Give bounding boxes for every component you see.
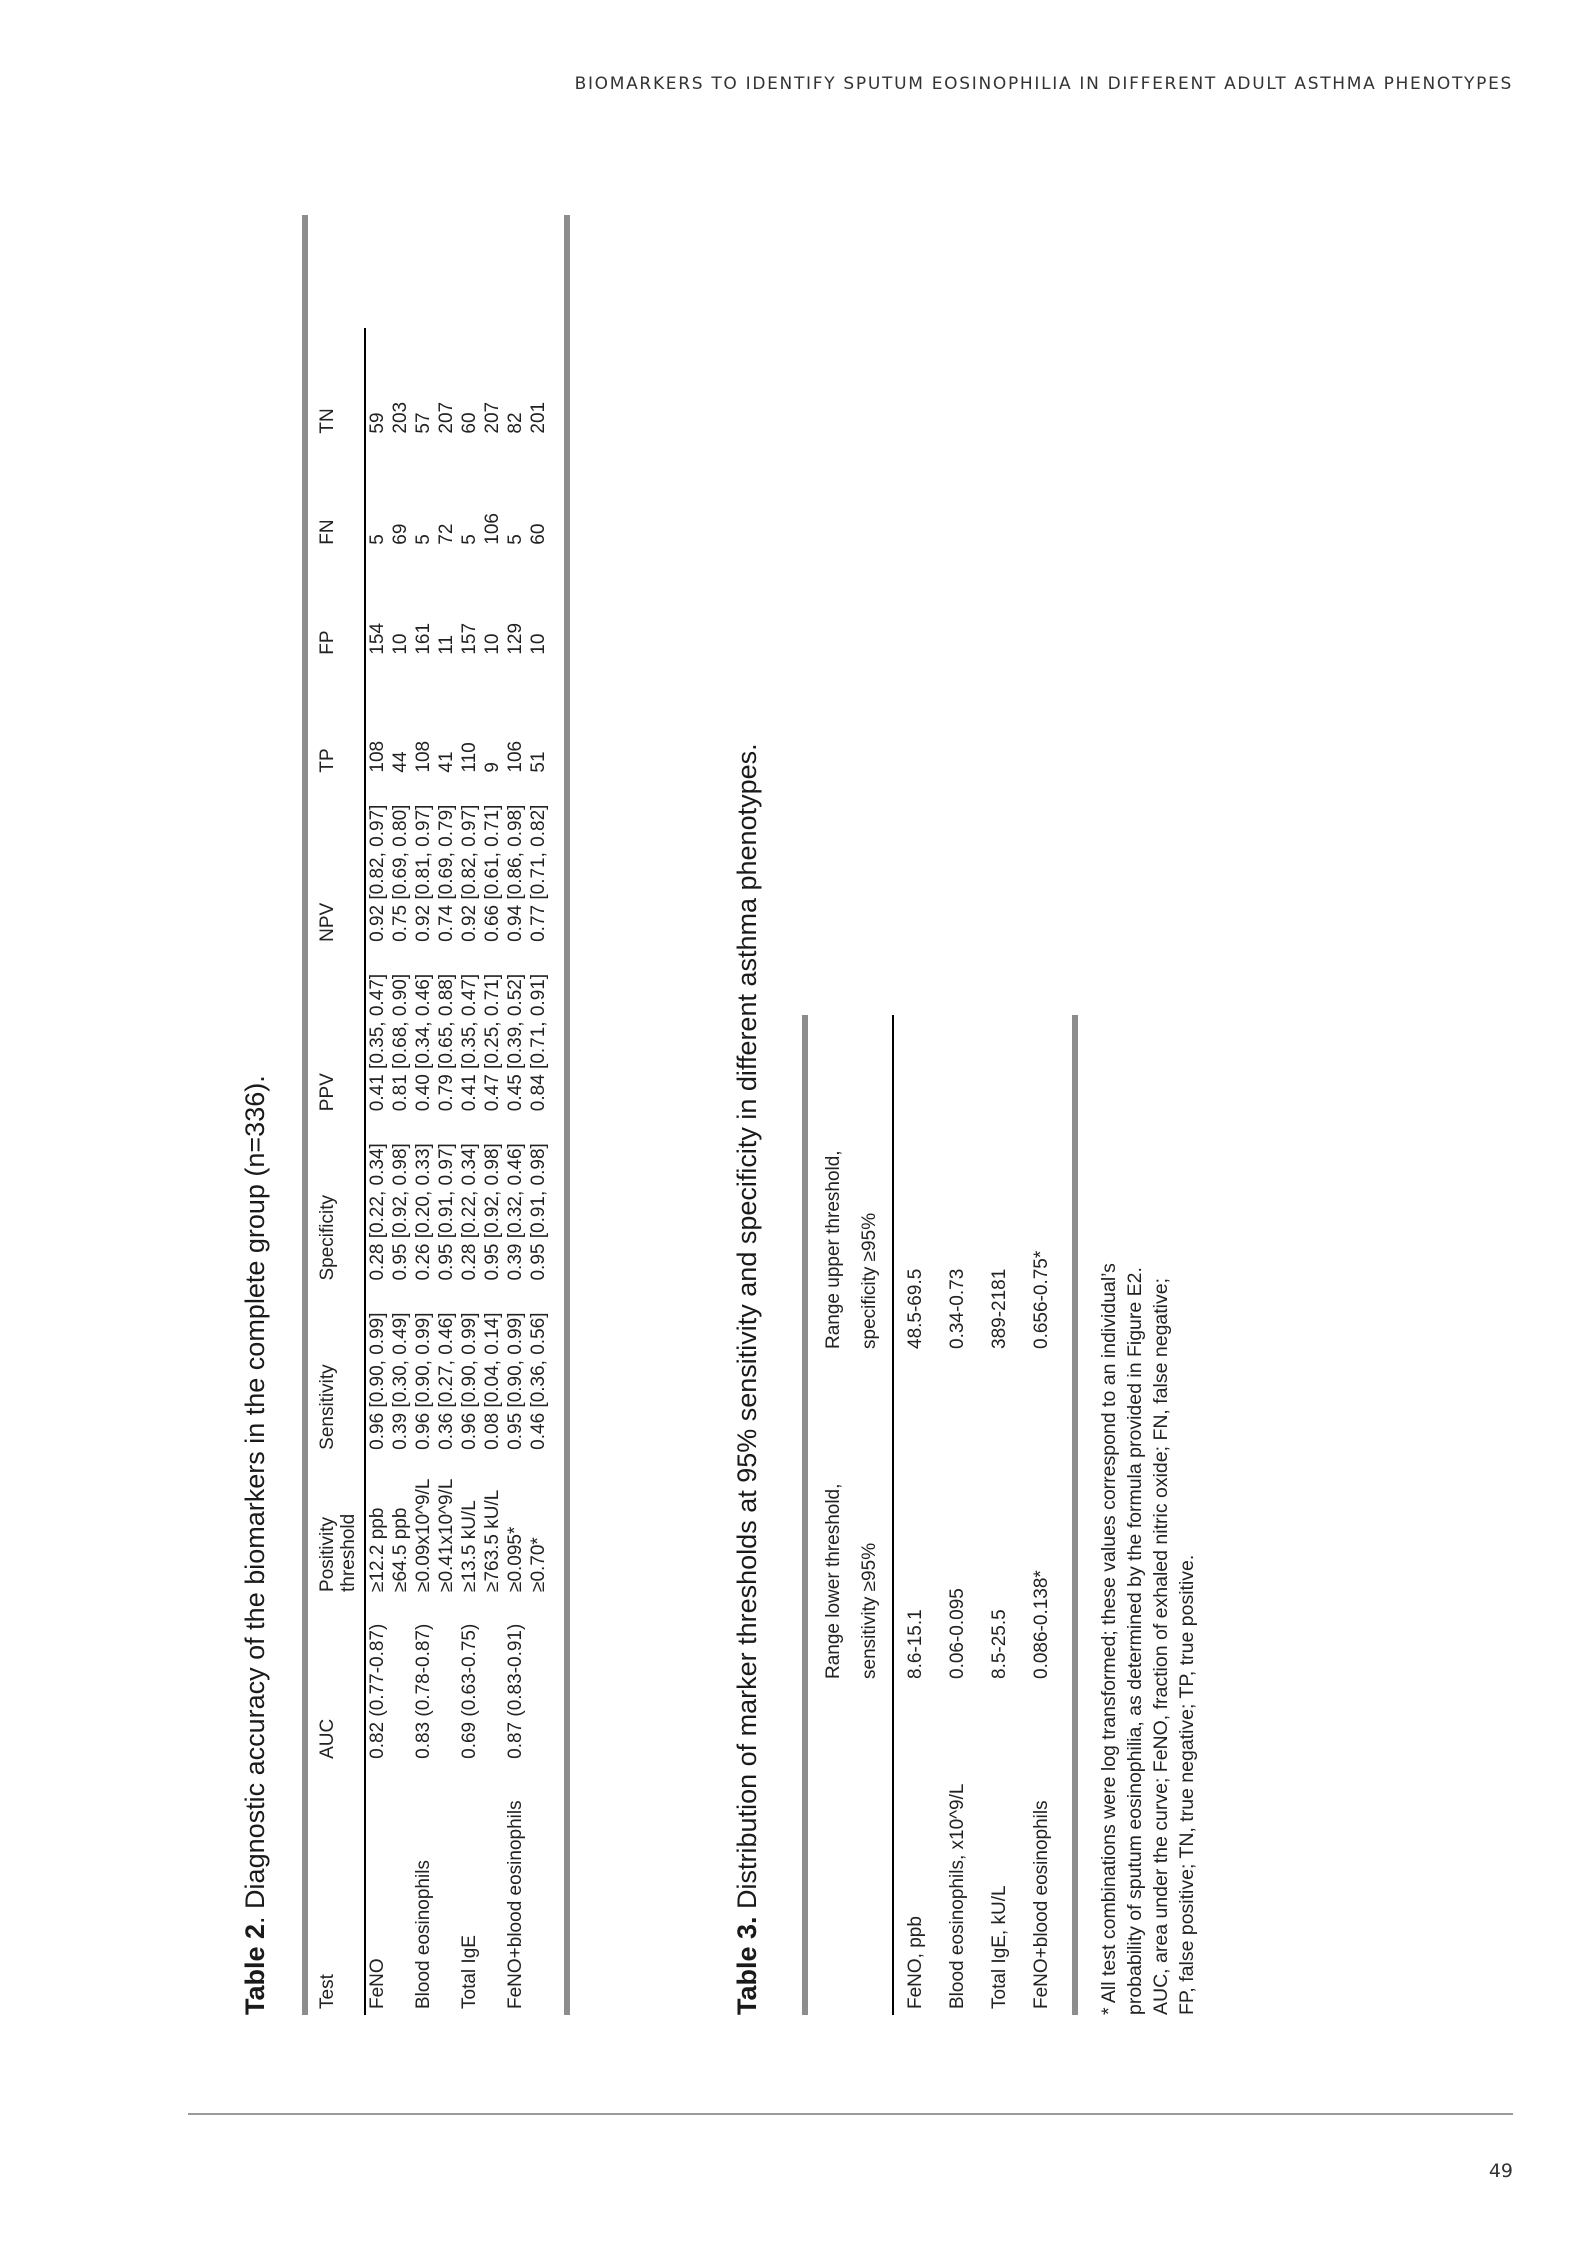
table-row [389, 215, 412, 2015]
table2 [302, 215, 570, 2015]
table2-header-tp: TP [305, 661, 365, 779]
table-row [481, 215, 504, 2015]
table-cell: 0.82 (0.77-0.87) [367, 1623, 388, 1759]
table-cell: 0.06-0.095 [947, 1588, 968, 1679]
table-cell: Total IgE [459, 1935, 480, 2009]
footnote-line: FP, false positive; TN, true negative; TP, true positive. [1176, 1554, 1198, 2015]
table-cell: 0.28 [0.22, 0.34] [367, 1143, 388, 1281]
table3-label: Table 3. [732, 1916, 762, 2015]
table-cell: 82 [505, 412, 526, 434]
table2-header-test: Test [305, 1765, 365, 2015]
table-row [978, 1015, 1020, 2015]
table-cell: 106 [482, 513, 503, 545]
table-cell: 0.96 [0.90, 0.99] [459, 1312, 480, 1450]
table-cell [435, 1598, 458, 1765]
table-cell: 0.28 [0.22, 0.34] [459, 1143, 480, 1281]
table-cell: 48.5-69.5 [905, 1268, 926, 1349]
table-cell: 57 [413, 412, 434, 434]
table-cell: 41 [436, 751, 457, 773]
footnote-line: AUC, area under the curve; FeNO, fraction of exhaled nitric oxide; FN, false negative; [1150, 1277, 1172, 2015]
table-cell: 8.6-15.1 [905, 1609, 926, 1679]
table-cell: 60 [459, 412, 480, 434]
table-cell: FeNO [367, 1958, 388, 2009]
table-cell: 0.39 [0.32, 0.46] [505, 1143, 526, 1281]
table2-header-fp: FP [305, 551, 365, 661]
running-head: BIOMARKERS TO IDENTIFY SPUTUM EOSINOPHILIA IN DIFFERENT ADULT ASTHMA PHENOTYPES [574, 74, 1513, 94]
table2-label: Table 2 [240, 1923, 270, 2015]
table-row [504, 215, 527, 2015]
table2-header-sensitivity: Sensitivity [305, 1287, 365, 1456]
table-cell: 10 [390, 633, 411, 655]
table-cell: ≥0.095* [505, 1526, 526, 1592]
table-row [1020, 1015, 1075, 2015]
table2-header-tn: TN [305, 329, 365, 440]
table-cell: 10 [528, 633, 549, 655]
table-cell: 72 [436, 523, 457, 545]
table-row [936, 1015, 978, 2015]
table-cell: 0.69 (0.63-0.75) [459, 1623, 480, 1759]
table-cell: 0.95 [0.92, 0.98] [390, 1143, 411, 1281]
table-row [527, 215, 567, 2015]
table-cell: 389-2181 [989, 1268, 1010, 1349]
table-cell: 129 [505, 622, 526, 655]
table-cell: 5 [459, 534, 480, 545]
table-cell: 0.75 [0.69, 0.80] [390, 804, 411, 942]
table-cell: 0.81 [0.68, 0.90] [390, 973, 411, 1112]
table3-caption-text: Distribution of marker thresholds at 95% sensitivity and specificity in different asthma phenotypes. [732, 743, 762, 1917]
table-cell: 0.95 [0.91, 0.97] [436, 1143, 457, 1281]
table-cell: 207 [436, 401, 457, 434]
table2-caption [240, 1075, 271, 2015]
table-cell: 0.95 [0.90, 0.99] [505, 1312, 526, 1450]
table-cell: 0.77 [0.71, 0.82] [528, 804, 549, 942]
table-cell: 106 [505, 740, 526, 773]
table2-header-fn: FN [305, 440, 365, 551]
table-cell [527, 1598, 567, 1765]
table-footnote [1096, 515, 1200, 2015]
table-cell: 0.96 [0.90, 0.99] [413, 1312, 434, 1450]
table-cell: 5 [367, 534, 388, 545]
table3 [802, 1015, 1078, 2015]
table2-header-row [305, 215, 365, 2015]
table-cell: 207 [482, 401, 503, 434]
table-cell: 0.92 [0.82, 0.97] [459, 804, 480, 942]
table-cell: 5 [505, 534, 526, 545]
table-cell: 0.83 (0.78-0.87) [413, 1623, 434, 1759]
table-cell: 44 [390, 751, 411, 773]
table-cell: 0.45 [0.39, 0.52] [505, 973, 526, 1112]
table-cell: FeNO, ppb [905, 1916, 926, 2009]
table-cell: 0.086-0.138* [1031, 1570, 1052, 1679]
table-cell: 108 [413, 740, 434, 773]
table-cell: 0.92 [0.82, 0.97] [367, 804, 388, 942]
table-cell: 5 [413, 534, 434, 545]
table-row [435, 215, 458, 2015]
table-cell: Blood eosinophils [413, 1860, 434, 2009]
table-cell: 0.26 [0.20, 0.33] [413, 1143, 434, 1281]
table-cell: ≥64.5 ppb [390, 1507, 411, 1592]
table3-header-row [805, 1015, 893, 2015]
table3-header-lower: Range lower threshold, sensitivity ≥95% [805, 1355, 893, 1685]
table-cell: 0.36 [0.27, 0.46] [436, 1312, 457, 1450]
table2-caption-text: . Diagnostic accuracy of the biomarkers in the complete group (n=336). [240, 1075, 270, 1924]
table-cell: ≥0.70* [528, 1537, 549, 1592]
table-cell [389, 1765, 412, 2015]
table-row [365, 215, 389, 2015]
page-number: 49 [1488, 2160, 1513, 2182]
table-cell: 0.84 [0.71, 0.91] [528, 973, 549, 1112]
table-cell: 0.46 [0.36, 0.56] [528, 1312, 549, 1450]
table-cell: 0.41 [0.35, 0.47] [367, 973, 388, 1112]
table-cell: 0.66 [0.61, 0.71] [482, 804, 503, 942]
table-cell: ≥0.09x10^9/L [413, 1478, 434, 1592]
table-cell: 0.41 [0.35, 0.47] [459, 973, 480, 1112]
table-cell: 0.95 [0.92, 0.98] [482, 1143, 503, 1281]
table2-header-threshold: Positivity threshold [305, 1456, 365, 1598]
table-cell: 0.87 (0.83-0.91) [505, 1623, 526, 1759]
table3-caption [732, 743, 763, 2015]
table-cell: 69 [390, 523, 411, 545]
table-cell: 0.95 [0.91, 0.98] [528, 1143, 549, 1281]
table-cell: 9 [482, 762, 503, 773]
table-cell: FeNO+blood eosinophils [1031, 1800, 1052, 2009]
table-cell: 0.08 [0.04, 0.14] [482, 1312, 503, 1450]
rotated-landscape-content [240, 180, 1260, 2030]
table-row [412, 215, 435, 2015]
table-cell: 154 [367, 622, 388, 655]
table-cell: 161 [413, 622, 434, 655]
table-cell: 11 [436, 634, 457, 655]
table3-header-upper: Range upper threshold, specificity ≥95% [805, 1015, 893, 1355]
table-cell [389, 1598, 412, 1765]
table-cell [527, 1765, 567, 2015]
table-cell: Total IgE, kU/L [989, 1885, 1010, 2009]
table-cell: 0.47 [0.25, 0.71] [482, 973, 503, 1112]
table-cell [435, 1765, 458, 2015]
table2-header-specificity: Specificity [305, 1117, 365, 1286]
table2-header-ppv: PPV [305, 948, 365, 1117]
table-cell: ≥12.2 ppb [367, 1507, 388, 1592]
table-cell: 0.40 [0.34, 0.46] [413, 973, 434, 1112]
table-cell: 108 [367, 740, 388, 773]
footer-divider [188, 2113, 1513, 2115]
table-cell: 59 [367, 412, 388, 434]
table-cell: ≥0.41x10^9/L [436, 1478, 457, 1592]
table-cell: Blood eosinophils, x10^9/L [947, 1783, 968, 2009]
table-cell: FeNO+blood eosinophils [505, 1800, 526, 2009]
table3-header-marker [805, 1685, 893, 2015]
table-cell [481, 1765, 504, 2015]
table-cell: 0.92 [0.81, 0.97] [413, 804, 434, 942]
footnote-line: probability of sputum eosinophilia, as determined by the formula provided in Figure E2. [1124, 1267, 1146, 2015]
table-row [893, 1015, 936, 2015]
table-cell: 10 [482, 633, 503, 655]
table-cell: 203 [390, 401, 411, 434]
table2-header-auc: AUC [305, 1598, 365, 1765]
table-cell: 0.94 [0.86, 0.98] [505, 804, 526, 942]
table-cell: 110 [459, 742, 480, 773]
table-cell: 0.34-0.73 [947, 1268, 968, 1349]
table-cell: 0.74 [0.69, 0.79] [436, 804, 457, 942]
table-cell: 0.79 [0.65, 0.88] [436, 973, 457, 1112]
footnote-line: * All test combinations were log transformed; these values correspond to an individual’s [1098, 1263, 1120, 2015]
table-cell [481, 1598, 504, 1765]
table-cell: ≥13.5 kU/L [459, 1500, 480, 1592]
table2-header-npv: NPV [305, 779, 365, 948]
table-row [458, 215, 481, 2015]
table-cell: 8.5-25.5 [989, 1609, 1010, 1679]
table-cell: 0.39 [0.30, 0.49] [390, 1312, 411, 1450]
table-cell: 201 [528, 401, 549, 434]
table-cell: 0.96 [0.90, 0.99] [367, 1312, 388, 1450]
table-cell: 0.656-0.75* [1031, 1250, 1052, 1349]
table-cell: ≥763.5 kU/L [482, 1489, 503, 1592]
table-cell: 51 [528, 751, 549, 773]
table-cell: 157 [459, 622, 480, 655]
table-cell: 60 [528, 523, 549, 545]
